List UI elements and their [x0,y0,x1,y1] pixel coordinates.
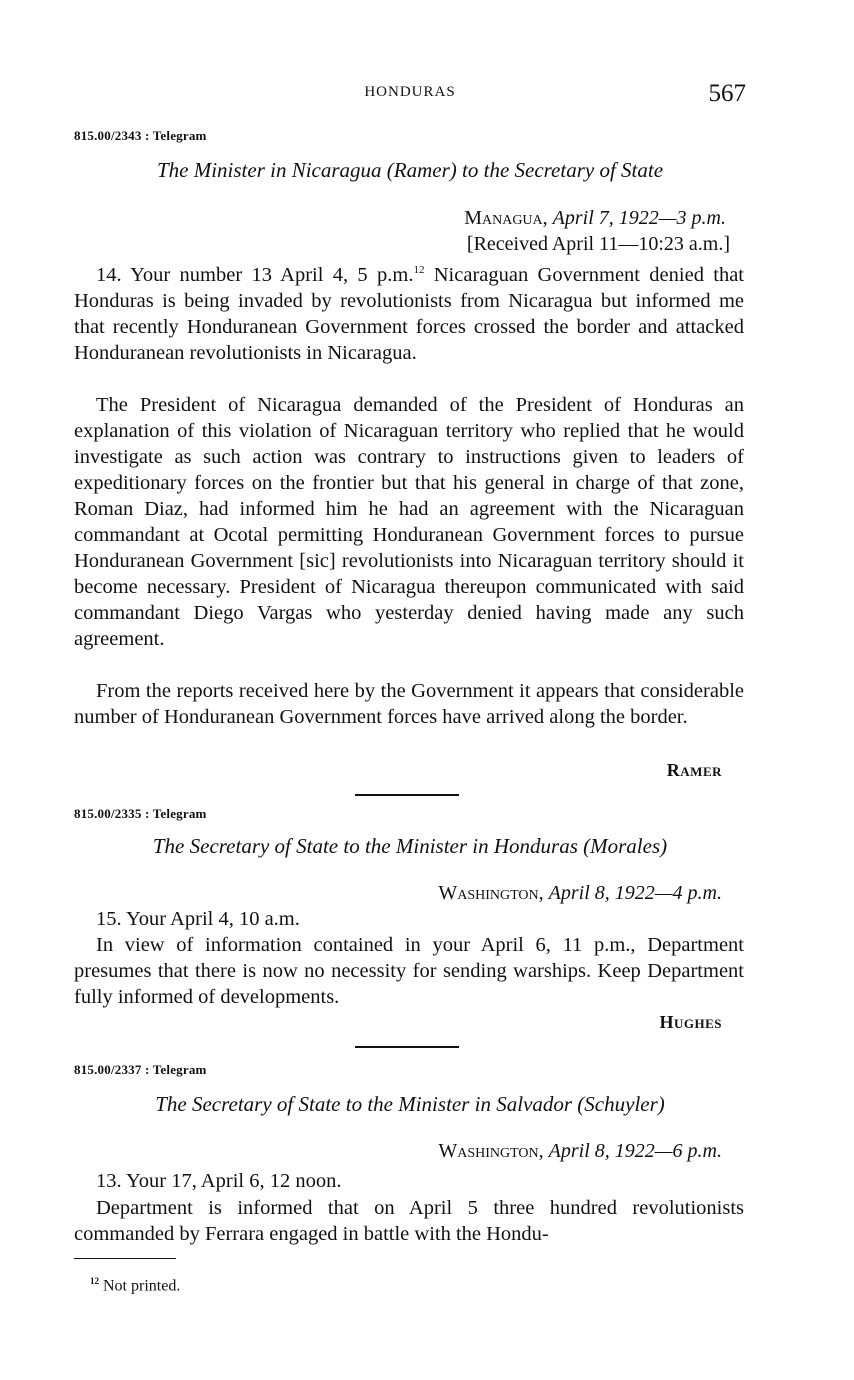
signature: Hughes [659,1012,722,1032]
dateline-place: Managua [464,207,543,229]
running-head [74,82,746,108]
received-line: [Received April 11—10:23 a.m.] [466,233,730,255]
paragraph: 14. Your number 13 April 4, 5 p.m.$^{12}$ Nicaraguan Government denied that Honduras is being invaded by revolutionists from Nicaragua but informed me that recently Honduranean Government forces crossed the border and attacked Honduranean revolutionists in Nicaragua. [74,264,745,364]
footnote [90,1276,180,1295]
paragraph: From the reports received here by the Government it appears that considerable number of Honduranean Government forces have arrived along the border. [74,680,744,728]
dateline-date: April 8, 1922—4 p.m. [548,882,722,904]
dateline-place: Washington [438,1140,539,1162]
running-title: HONDURAS [364,84,456,100]
paragraph: In view of information contained in your April 6, 11 p.m., Department presumes that there is now no necessity for sending warships. Keep Department fully informed of developments. [74,934,744,1008]
paragraph: 15. Your April 4, 10 a.m. [96,908,300,930]
footnote-divider [74,1258,176,1259]
section-divider [355,1046,459,1048]
section-divider [355,794,459,796]
file-number: 815.00/2343 : Telegram [74,128,207,143]
document-title: The Secretary of State to the Minister in Salvador (Schuyler) [155,1092,665,1116]
footnote-mark: 12 [90,1276,99,1286]
page-number: 567 [708,80,746,107]
dateline-date: April 8, 1922—6 p.m. [548,1140,722,1162]
document-title: The Secretary of State to the Minister in Honduras (Morales) [152,834,668,858]
paragraph: The President of Nicaragua demanded of the President of Honduras an explanation of this violation of Nicaraguan territory who replied that he would investigate as such action was contrary to instructions given to leaders of expeditionary forces on the frontier but that his general in charge of that zone, Roman Diaz, had informed him he had an agreement with the Nicaraguan commandant at Ocotal permitting Honduranean Government forces to pursue Honduranean Government [sic] revolutionists into Nicaraguan territory should it become necessary. President of Nicaragua thereupon communicated with said commandant Diego Vargas who yesterday denied having made any such agreement. [74,394,744,650]
dateline-date: April 7, 1922—3 p.m. [552,207,726,229]
signature: Ramer [666,760,722,780]
footnote-ref: 12 [413,264,425,277]
dateline-place: Washington [438,882,539,904]
footnote-text: Not printed. [103,1277,181,1295]
dateline: Washington, April 8, 1922—6 p.m. [438,1140,722,1162]
dateline: Managua, April 7, 1922—3 p.m. [464,207,726,229]
file-number: 815.00/2337 : Telegram [74,1062,207,1077]
dateline: Washington, April 8, 1922—4 p.m. [438,882,722,904]
paragraph: 13. Your 17, April 6, 12 noon. [96,1170,342,1192]
paragraph: Department is informed that on April 5 three hundred revolutionists commanded by Ferrara engaged in battle with the Hondu- [74,1197,744,1245]
file-number: 815.00/2335 : Telegram [74,806,207,821]
document-title: The Minister in Nicaragua (Ramer) to the Secretary of State [156,158,664,182]
